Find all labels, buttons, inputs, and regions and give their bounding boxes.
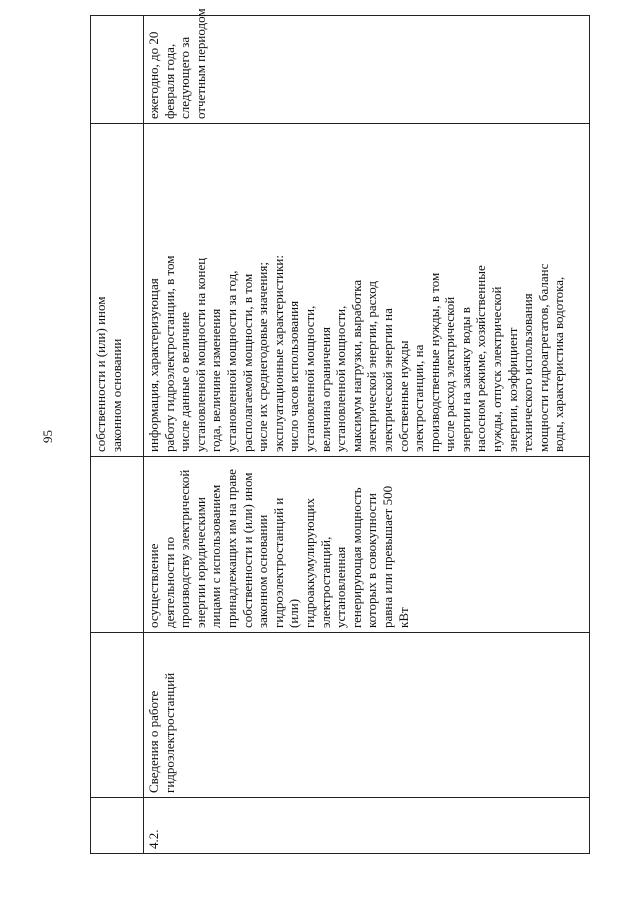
text-line: насосном режиме, хозяйственные — [473, 265, 489, 452]
table-row-continuation — [91, 16, 144, 854]
text-line: законном основании — [108, 338, 124, 452]
text-line: кВт — [395, 607, 411, 628]
text-line: энергии, коэффициент — [504, 327, 520, 452]
text-line: производству электрической — [177, 469, 193, 628]
rotated-table-container — [90, 8, 585, 854]
text-line: следующего за — [177, 36, 193, 119]
cell-number — [144, 798, 590, 854]
text-line: числе расход электрической — [442, 296, 458, 452]
text-line: отчетным периодом — [192, 8, 208, 119]
text-line: энергии юридическими — [192, 497, 208, 628]
text-line: осуществление — [146, 543, 161, 628]
text-line: собственные нужды — [395, 340, 411, 452]
cell-continuation-scope — [91, 457, 144, 633]
text-line: установленной мощности на конец — [192, 257, 208, 452]
text-line: установленной мощности за год, — [223, 270, 239, 452]
text-line: производственные нужды, в том — [426, 272, 442, 452]
text-line: гидроэлектростанций и — [270, 497, 286, 628]
cell-term — [144, 8, 590, 124]
text-line: деятельности по — [161, 536, 177, 628]
cell-continuation-name — [91, 633, 144, 798]
text-line: февраля года, — [161, 43, 177, 119]
text-line: числе данные о величине — [177, 311, 193, 452]
text-line: электростанций, — [317, 536, 333, 628]
text-line: число часов использования — [286, 300, 302, 452]
table-row-4-2 — [144, 16, 590, 854]
text-line: энергии на закачку воды в — [457, 307, 473, 452]
text-line: информация, характеризующая — [146, 278, 161, 452]
text-line: мощности гидроагрегатов, баланс — [535, 263, 551, 452]
text-line: числе их среднегодовые значения; — [255, 262, 271, 452]
text-line: установленной мощности, — [333, 305, 349, 452]
text-line: эксплуатационные характеристики: — [270, 255, 286, 452]
text-line: которых в совокупности — [364, 493, 380, 628]
page-number: 95 — [40, 430, 55, 443]
text-line: установленной мощности, — [301, 305, 317, 452]
text-line: собственности и (или) ином — [239, 472, 255, 628]
text-line: равна или превышает 500 — [379, 485, 395, 628]
text-line: нужды, отпуск электрической — [489, 286, 505, 452]
cell-continuation-term — [91, 16, 144, 124]
text-line: гидроаккумулирующих — [301, 497, 317, 628]
cell-name — [144, 633, 590, 798]
cell-continuation-info — [91, 124, 144, 457]
row-number: 4.2. — [146, 829, 161, 849]
text-line: ежегодно, до 20 — [146, 31, 161, 119]
data-table — [90, 8, 590, 854]
cell-info — [144, 124, 590, 457]
text-line: электрической энергии на — [379, 308, 395, 452]
text-line: законном основании — [255, 514, 271, 628]
text-line: технического использования — [520, 293, 536, 452]
text-line: года, величине изменения — [208, 308, 224, 452]
text-line: гидроэлектростанций — [161, 672, 177, 793]
text-line: принадлежащих им на праве — [223, 469, 239, 628]
text-line: Сведения о работе — [146, 690, 161, 793]
text-line: работу гидроэлектростанции, в том — [161, 255, 177, 452]
text-line: воды, характеристика водотока, — [551, 276, 567, 452]
text-line: генерирующая мощность — [348, 487, 364, 628]
text-line: максимум нагрузки, выработка — [348, 279, 364, 452]
cell-continuation-number — [91, 798, 144, 854]
text-line: (или) — [286, 598, 302, 628]
text-line: лицами с использованием — [208, 484, 224, 628]
text-line: собственности и (или) ином — [93, 296, 108, 452]
text-line: электростанции, на — [411, 344, 427, 452]
text-line: установленная — [333, 546, 349, 628]
text-line: располагаемой мощности, в том — [239, 273, 255, 452]
text-line: электрической энергии, расход — [364, 281, 380, 452]
text-line: величина ограничения — [317, 327, 333, 452]
cell-scope — [144, 457, 590, 633]
